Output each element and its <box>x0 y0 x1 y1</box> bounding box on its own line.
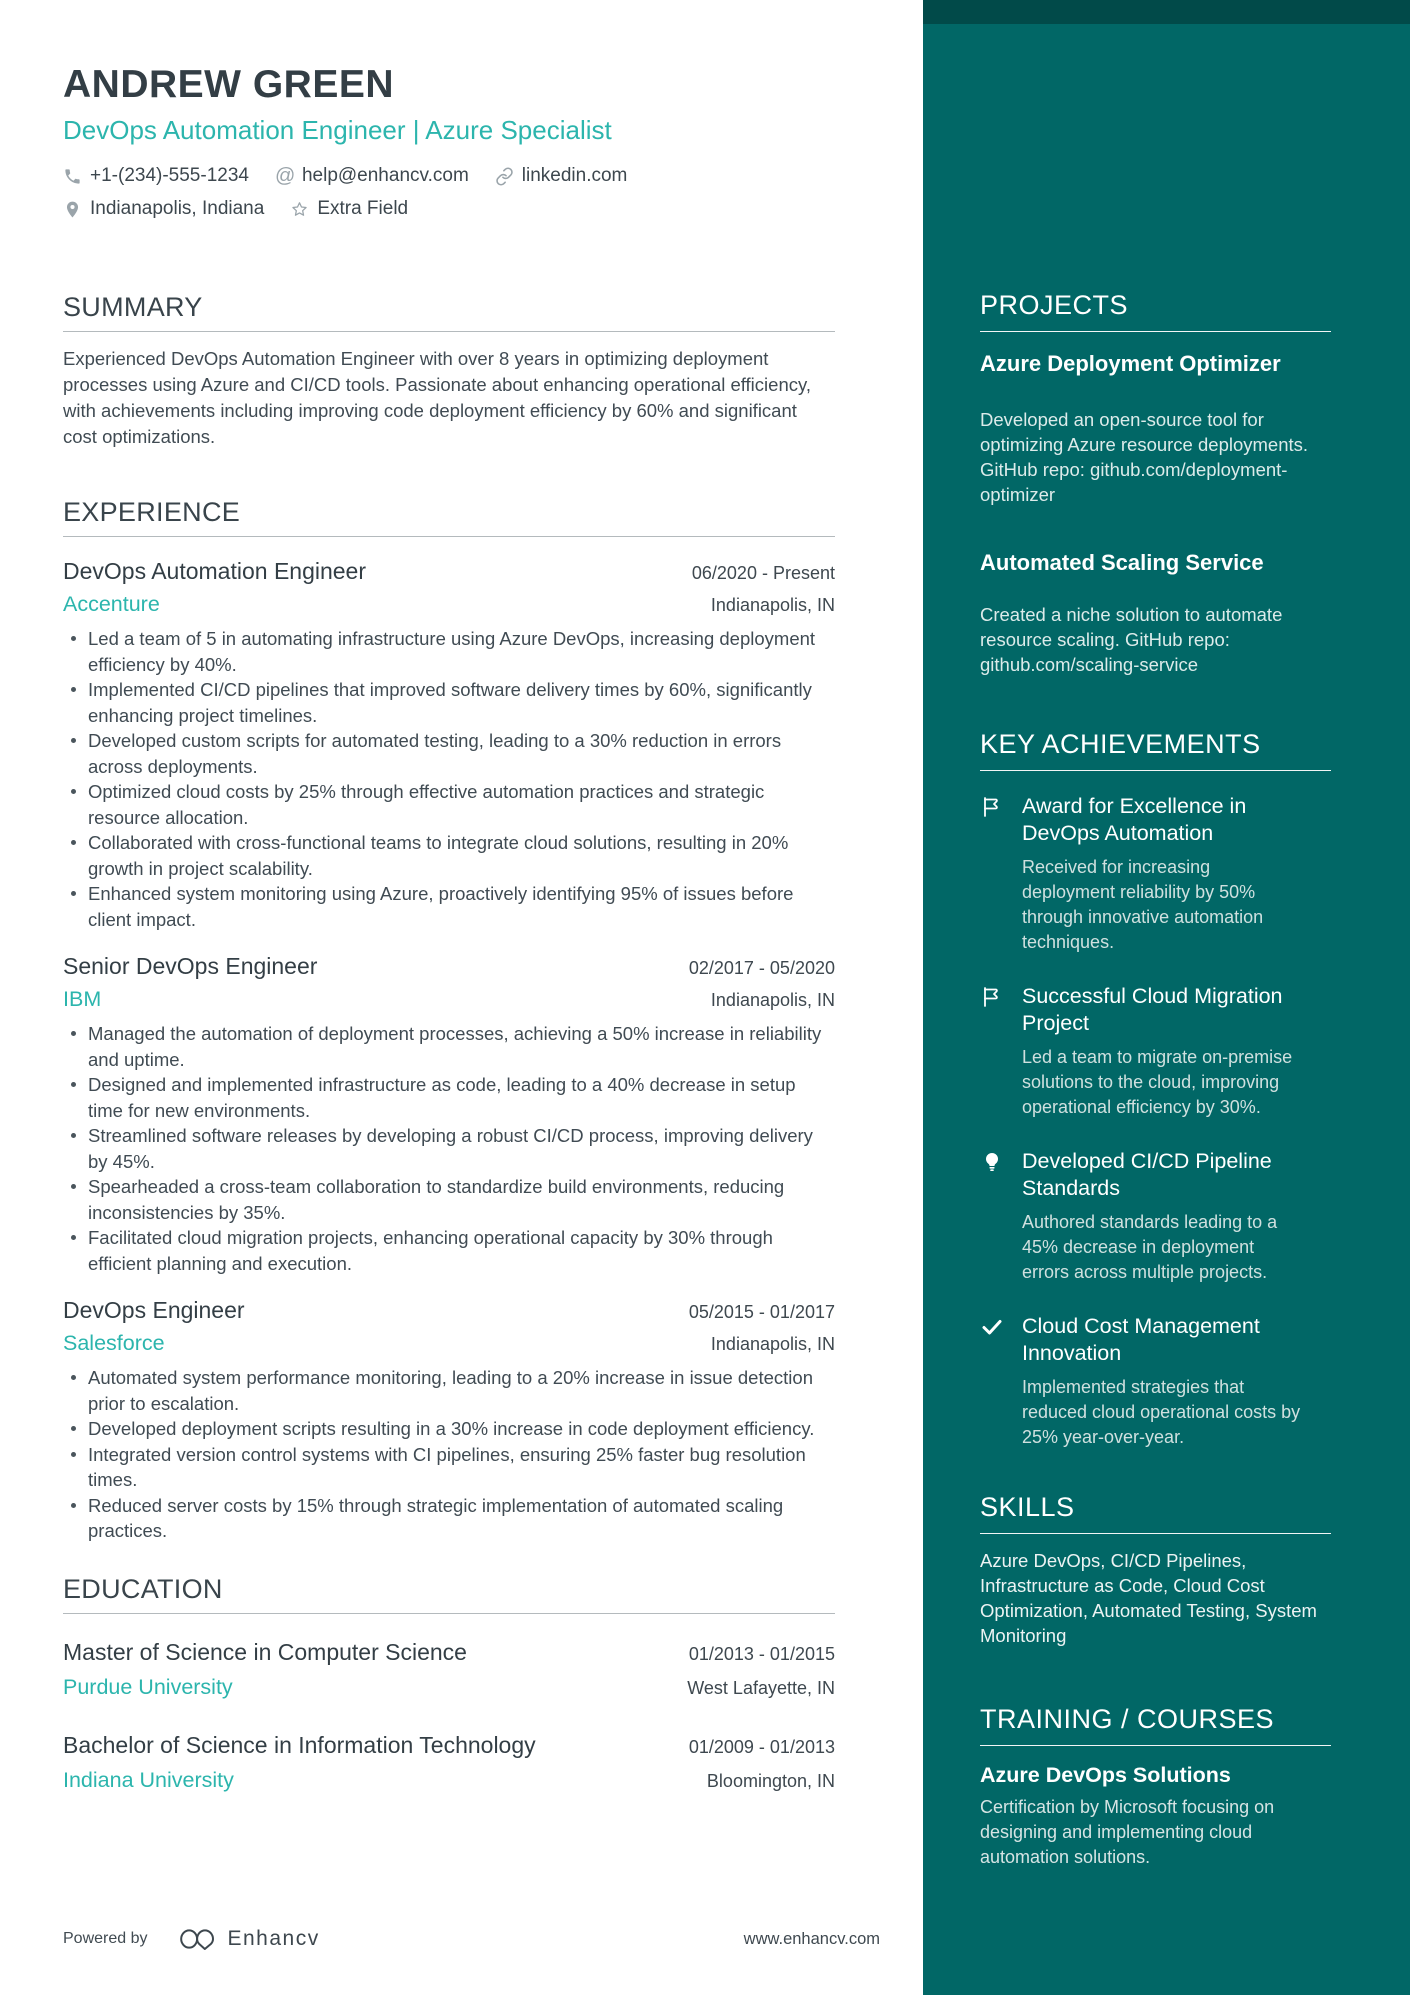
job-title: DevOps Automation Engineer <box>63 558 367 584</box>
job-bullet: Integrated version control systems with CI pipelines, ensuring 25% faster bug resolution times. <box>63 1442 828 1493</box>
contact-linkedin-text: linkedin.com <box>521 165 628 186</box>
section-divider <box>980 1533 1331 1534</box>
link-icon <box>495 167 514 186</box>
achievement-entry <box>980 983 1331 1120</box>
job-bullet: Facilitated cloud migration projects, enhancing operational capacity by 30% through efficient planning and execution. <box>63 1225 828 1276</box>
achievement-entry <box>980 1313 1331 1450</box>
project-description: Developed an open-source tool for optimizing Azure resource deployments. GitHub repo: github.com/deployment-optimizer <box>980 409 1309 505</box>
footer-website-link[interactable]: www.enhancv.com <box>743 1929 880 1948</box>
powered-by-label: Powered by <box>63 1930 148 1947</box>
training-title: Azure DevOps Solutions <box>980 1763 1231 1787</box>
job-company: Accenture <box>63 592 160 616</box>
job-location: Indianapolis, IN <box>710 595 835 615</box>
job-company: Salesforce <box>63 1331 165 1355</box>
project-entry <box>980 350 1331 507</box>
sidebar-top-band <box>923 0 1410 24</box>
enhancv-brand-text: Enhancv <box>227 1927 320 1950</box>
school-name: Indiana University <box>63 1767 234 1792</box>
achievement-entry <box>980 793 1331 955</box>
job-bullet-list <box>63 626 828 932</box>
key-achievements-heading: KEY ACHIEVEMENTS <box>980 729 1261 759</box>
job-bullet-list <box>63 1365 828 1544</box>
job-company: IBM <box>63 987 102 1011</box>
achievement-title: Successful Cloud Migration Project <box>1022 984 1283 1035</box>
achievement-description: Led a team to migrate on-premise solutions to the cloud, improving operational efficiency by 30%. <box>1022 1047 1293 1117</box>
job-bullet: Managed the automation of deployment processes, achieving a 50% increase in reliability and uptime. <box>63 1021 828 1072</box>
section-divider <box>980 770 1331 771</box>
contact-location-text: Indianapolis, Indiana <box>90 198 265 219</box>
job-title: Senior DevOps Engineer <box>63 953 318 979</box>
summary-text: Experienced DevOps Automation Engineer with over 8 years in optimizing deployment processes using Azure and CI/CD tools. Passionate about enhancing operational efficiency, with achievements including improving code deployment efficiency by 60% and significant cost optimizations. <box>63 348 811 447</box>
training-entry <box>980 1762 1331 1870</box>
training-heading: TRAINING / COURSES <box>980 1704 1275 1734</box>
degree-name: Master of Science in Computer Science <box>63 1638 467 1665</box>
job-dates: 05/2015 - 01/2017 <box>688 1302 835 1322</box>
experience-entry <box>63 1296 835 1544</box>
job-dates: 02/2017 - 05/2020 <box>688 958 835 978</box>
summary-heading: SUMMARY <box>63 292 203 322</box>
at-icon: @ <box>274 164 296 187</box>
check-icon <box>980 1315 1004 1339</box>
flag-icon <box>980 985 1004 1009</box>
school-location: West Lafayette, IN <box>687 1677 835 1698</box>
section-divider <box>63 536 835 537</box>
skills-section <box>980 1492 1331 1648</box>
achievement-description: Implemented strategies that reduced cloud operational costs by 25% year-over-year. <box>1022 1377 1301 1447</box>
projects-heading: PROJECTS <box>980 290 1129 320</box>
section-divider <box>63 331 835 332</box>
experience-section <box>63 497 835 1544</box>
achievement-title: Developed CI/CD Pipeline Standards <box>1022 1149 1272 1200</box>
achievement-title: Award for Excellence in DevOps Automation <box>1022 794 1247 845</box>
contact-row <box>63 163 723 222</box>
job-bullet: Optimized cloud costs by 25% through effective automation practices and strategic resource allocation. <box>63 779 828 830</box>
job-location: Indianapolis, IN <box>710 1334 835 1354</box>
job-bullet: Developed deployment scripts resulting in a 30% increase in code deployment efficiency. <box>63 1416 828 1442</box>
resume-sidebar <box>923 0 1410 1995</box>
job-bullet: Streamlined software releases by developing a robust CI/CD process, improving delivery by 45%. <box>63 1123 828 1174</box>
project-description: Created a niche solution to automate resource scaling. GitHub repo: github.com/scaling-service <box>980 604 1283 675</box>
job-bullet: Led a team of 5 in automating infrastructure using Azure DevOps, increasing deployment efficiency by 40%. <box>63 626 828 677</box>
job-bullet: Collaborated with cross-functional teams to integrate cloud solutions, resulting in 20% growth in project scalability. <box>63 830 828 881</box>
job-bullet-list <box>63 1021 828 1276</box>
candidate-name: ANDREW GREEN <box>63 63 395 106</box>
school-location: Bloomington, IN <box>706 1770 835 1791</box>
key-achievements-section <box>980 729 1331 1450</box>
job-dates: 06/2020 - Present <box>691 563 835 583</box>
achievement-description: Authored standards leading to a 45% decrease in deployment errors across multiple projects. <box>1022 1212 1278 1282</box>
education-entry <box>63 1731 835 1794</box>
summary-section <box>63 292 835 450</box>
education-section <box>63 1574 835 1794</box>
project-title: Automated Scaling Service <box>980 550 1264 575</box>
phone-icon <box>63 167 82 186</box>
location-icon <box>63 200 82 219</box>
contact-phone-text: +1-(234)-555-1234 <box>90 165 249 186</box>
job-bullet: Enhanced system monitoring using Azure, proactively identifying 95% of issues before client impact. <box>63 881 828 932</box>
page-footer <box>63 1927 880 1951</box>
education-heading: EDUCATION <box>63 1573 223 1604</box>
contact-email-text: help@enhancv.com <box>301 165 469 186</box>
job-bullet: Reduced server costs by 15% through strategic implementation of automated scaling practices. <box>63 1493 828 1544</box>
skills-heading: SKILLS <box>980 1492 1075 1522</box>
achievement-description: Received for increasing deployment reliability by 50% through innovative automation techniques. <box>1022 857 1264 952</box>
school-name: Purdue University <box>63 1674 233 1699</box>
job-title: DevOps Engineer <box>63 1297 245 1323</box>
experience-entry <box>63 952 835 1276</box>
project-title: Azure Deployment Optimizer <box>980 351 1281 376</box>
job-location: Indianapolis, IN <box>710 990 835 1010</box>
contact-phone[interactable] <box>63 163 249 189</box>
job-bullet: Developed custom scripts for automated testing, leading to a 30% reduction in errors across deployments. <box>63 728 828 779</box>
degree-name: Bachelor of Science in Information Technology <box>63 1731 536 1758</box>
training-courses-section <box>980 1704 1331 1870</box>
skills-text: Azure DevOps, CI/CD Pipelines, Infrastructure as Code, Cloud Cost Optimization, Automated Testing, System Monitoring <box>980 1550 1317 1646</box>
training-description: Certification by Microsoft focusing on designing and implementing cloud automation solutions. <box>980 1797 1275 1867</box>
contact-location <box>63 196 264 222</box>
job-bullet: Automated system performance monitoring, leading to a 20% increase in issue detection prior to escalation. <box>63 1365 828 1416</box>
resume-header <box>63 64 835 222</box>
projects-section <box>980 290 1331 677</box>
section-divider <box>63 1613 835 1614</box>
experience-entry <box>63 557 835 932</box>
flag-icon <box>980 795 1004 819</box>
education-dates: 01/2013 - 01/2015 <box>688 1643 835 1664</box>
job-bullet: Spearheaded a cross-team collaboration to standardize build environments, reducing inconsistencies by 35%. <box>63 1174 828 1225</box>
contact-linkedin[interactable] <box>495 163 628 189</box>
achievement-title: Cloud Cost Management Innovation <box>1022 1314 1260 1365</box>
lightbulb-icon <box>980 1150 1004 1174</box>
candidate-headline: DevOps Automation Engineer | Azure Specialist <box>63 115 612 145</box>
education-entry <box>63 1638 835 1701</box>
section-divider <box>980 331 1331 332</box>
job-bullet: Implemented CI/CD pipelines that improved software delivery times by 60%, significantly enhancing project timelines. <box>63 677 828 728</box>
contact-email[interactable] <box>275 163 469 189</box>
job-bullet: Designed and implemented infrastructure as code, leading to a 40% decrease in setup time for new environments. <box>63 1072 828 1123</box>
achievement-entry <box>980 1148 1331 1285</box>
project-entry <box>980 549 1331 677</box>
star-icon <box>290 200 309 219</box>
enhancv-logo-icon <box>178 1927 218 1951</box>
section-divider <box>980 1745 1331 1746</box>
experience-heading: EXPERIENCE <box>63 497 241 527</box>
contact-extra-field <box>290 196 408 222</box>
contact-extra-text: Extra Field <box>317 198 409 219</box>
education-dates: 01/2009 - 01/2013 <box>688 1736 835 1757</box>
